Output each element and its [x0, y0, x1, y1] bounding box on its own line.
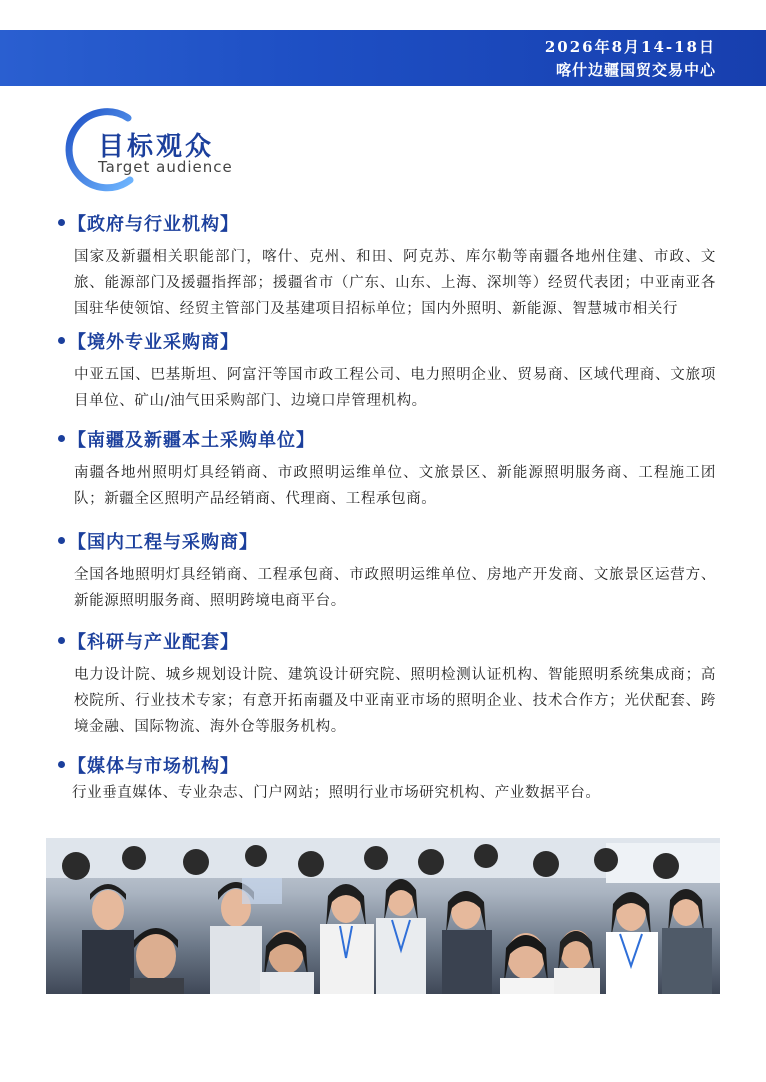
- category-title: 【媒体与市场机构】: [68, 756, 239, 777]
- category-title: 【南疆及新疆本土采购单位】: [68, 430, 315, 451]
- bullet-dot-icon: [58, 761, 65, 768]
- bullet-dot-icon: [58, 337, 65, 344]
- section-title: 目标观众: [98, 132, 215, 162]
- section-heading: [58, 108, 318, 198]
- category-title: 【国内工程与采购商】: [68, 532, 258, 553]
- event-venue: 喀什边疆国贸交易中心: [555, 61, 716, 79]
- crowd-photo: [46, 838, 720, 994]
- category-title: 【境外专业采购商】: [68, 332, 239, 353]
- bullet-dot-icon: [58, 637, 65, 644]
- category-research: [52, 628, 716, 740]
- category-overseas-buyers: [52, 328, 716, 414]
- category-title: 【政府与行业机构】: [68, 214, 239, 235]
- section-subtitle: Target audience: [98, 158, 233, 176]
- category-description: 国家及新疆相关职能部门，喀什、克州、和田、阿克苏、库尔勒等南疆各地州住建、市政、文旅、能源部门及援疆指挥部；援疆省市（广东、山东、上海、深圳等）经贸代表团；中亚南亚各国驻华使领馆、经贸主管部门及基建项目招标单位；国内外照明、新能源、智慧城市相关行: [74, 249, 716, 317]
- category-description: 南疆各地州照明灯具经销商、市政照明运维单位、文旅景区、新能源照明服务商、工程施工团队；新疆全区照明产品经销商、代理商、工程承包商。: [74, 465, 716, 507]
- category-description: 全国各地照明灯具经销商、工程承包商、市政照明运维单位、房地产开发商、文旅景区运营方、新能源照明服务商、照明跨境电商平台。: [74, 567, 716, 609]
- bullet-dot-icon: [58, 435, 65, 442]
- category-government: [52, 210, 716, 322]
- header-band: [0, 30, 766, 86]
- category-description: 电力设计院、城乡规划设计院、建筑设计研究院、照明检测认证机构、智能照明系统集成商；高校院所、行业技术专家；有意开拓南疆及中亚南亚市场的照明企业、技术合作方；光伏配套、跨境金融、国际物流、海外仓等服务机构。: [74, 667, 716, 735]
- category-domestic-buyers: [52, 528, 716, 614]
- bullet-dot-icon: [58, 537, 65, 544]
- crowd-illustration: [46, 838, 720, 994]
- event-date: 2026年8月14-18日: [544, 38, 716, 56]
- category-description: 行业垂直媒体、专业杂志、门户网站；照明行业市场研究机构、产业数据平台。: [72, 785, 601, 801]
- category-local-buyers: [52, 426, 716, 512]
- category-title: 【科研与产业配套】: [68, 632, 239, 653]
- category-media: [52, 752, 716, 806]
- bullet-dot-icon: [58, 219, 65, 226]
- category-description: 中亚五国、巴基斯坦、阿富汗等国市政工程公司、电力照明企业、贸易商、区域代理商、文旅项目单位、矿山/油气田采购部门、边境口岸管理机构。: [74, 367, 716, 409]
